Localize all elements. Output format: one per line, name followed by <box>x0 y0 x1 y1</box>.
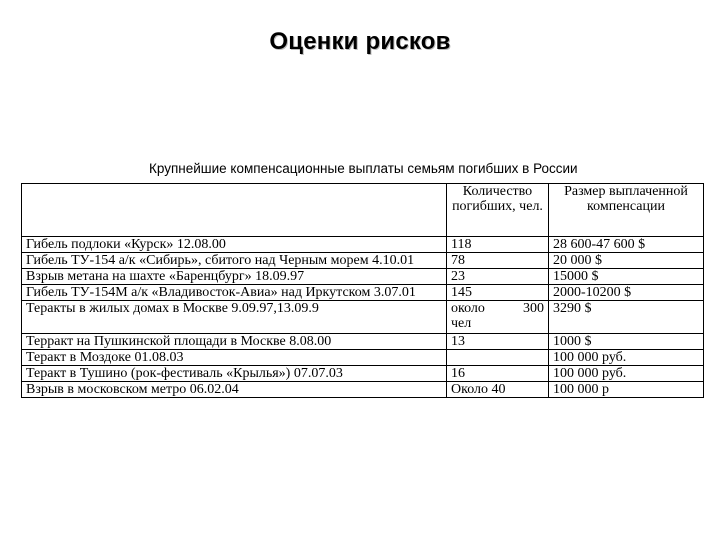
cell-event: Теракты в жилых домах в Москве 9.09.97,13.09.9 <box>22 301 447 334</box>
table-row <box>22 253 704 269</box>
cell-compensation: 15000 $ <box>549 269 704 285</box>
cell-compensation: 100 000 руб. <box>549 366 704 382</box>
cell-dead-count: Около 40 <box>447 382 549 398</box>
dead-count-value: 300 <box>523 301 544 316</box>
cell-dead-count: 78 <box>447 253 549 269</box>
table-row <box>22 382 704 398</box>
cell-compensation: 1000 $ <box>549 334 704 350</box>
table-row <box>22 237 704 253</box>
cell-event: Взрыв метана на шахте «Баренцбург» 18.09.97 <box>22 269 447 285</box>
table-row <box>22 334 704 350</box>
cell-compensation: 3290 $ <box>549 301 704 334</box>
compensation-table <box>21 183 704 398</box>
cell-compensation: 2000-10200 $ <box>549 285 704 301</box>
header-compensation: Размер выплаченной компенсации <box>549 184 704 237</box>
table-row <box>22 350 704 366</box>
cell-compensation: 100 000 руб. <box>549 350 704 366</box>
cell-event: Гибель ТУ-154М а/к «Владивосток-Авиа» над Иркутском 3.07.01 <box>22 285 447 301</box>
cell-compensation: 100 000 р <box>549 382 704 398</box>
table-row <box>22 269 704 285</box>
cell-event: Теракт в Моздоке 01.08.03 <box>22 350 447 366</box>
dead-count-unit: чел <box>451 316 472 331</box>
table-caption: Крупнейшие компенсационные выплаты семьям погибших в России <box>149 161 578 176</box>
cell-compensation: 28 600-47 600 $ <box>549 237 704 253</box>
header-event <box>22 184 447 237</box>
cell-dead-count <box>447 301 549 334</box>
table-row <box>22 285 704 301</box>
cell-compensation: 20 000 $ <box>549 253 704 269</box>
cell-dead-count: 13 <box>447 334 549 350</box>
cell-dead-count: 118 <box>447 237 549 253</box>
cell-dead-count: 145 <box>447 285 549 301</box>
cell-event: Взрыв в московском метро 06.02.04 <box>22 382 447 398</box>
cell-event: Терракт на Пушкинской площади в Москве 8.08.00 <box>22 334 447 350</box>
page-title: Оценки рисков <box>269 28 451 55</box>
table-row <box>22 366 704 382</box>
table-header-row <box>22 184 704 237</box>
cell-event: Гибель ТУ-154 а/к «Сибирь», сбитого над Черным морем 4.10.01 <box>22 253 447 269</box>
dead-count-prefix: около <box>451 301 485 316</box>
cell-dead-count: 16 <box>447 366 549 382</box>
cell-event: Гибель подлоки «Курск» 12.08.00 <box>22 237 447 253</box>
header-dead-count: Количество погибших, чел. <box>447 184 549 237</box>
cell-dead-count: 23 <box>447 269 549 285</box>
cell-event: Теракт в Тушино (рок-фестиваль «Крылья») 07.07.03 <box>22 366 447 382</box>
table-row <box>22 301 704 334</box>
cell-dead-count <box>447 350 549 366</box>
